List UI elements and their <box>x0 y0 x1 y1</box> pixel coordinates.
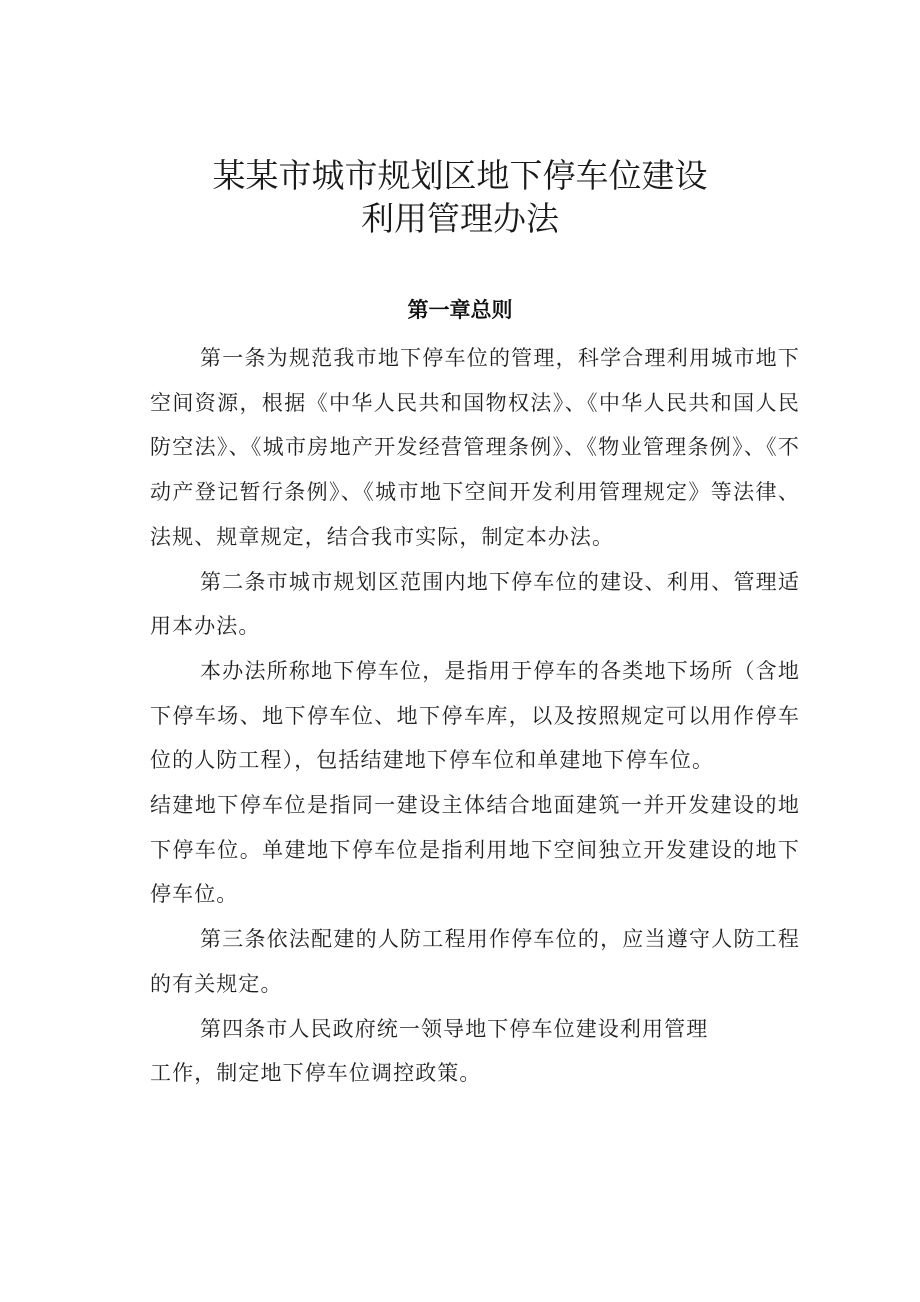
article-4-paragraph-continued: 工作，制定地下停车位调控政策。 <box>150 1061 482 1086</box>
chapter-heading: 第一章总则 <box>407 298 513 322</box>
document-title-line-1: 某某市城市规划区地下停车位建设 <box>212 156 708 195</box>
definition-paragraph: 本办法所称地下停车位，是指用于停车的各类地下场所（含地下停车场、地下停车位、地下停车库，以及按照规定可以用作停车位的人防工程），包括结建地下停车位和单建地下停车位。 <box>150 658 800 773</box>
article-2-paragraph: 第二条市城市规划区范围内地下停车位的建设、利用、管理适用本办法。 <box>150 569 800 639</box>
article-3-paragraph: 第三条依法配建的人防工程用作停车位的，应当遵守人防工程的有关规定。 <box>150 927 800 996</box>
document-body <box>150 336 800 1096</box>
document-title-line-2: 利用管理办法 <box>361 199 559 238</box>
definition-continued-paragraph: 结建地下停车位是指同一建设主体结合地面建筑一并开发建设的地下停车位。单建地下停车位是指利用地下空间独立开发建设的地下停车位。 <box>150 793 800 907</box>
article-4-paragraph: 第四条市人民政府统一领导地下停车位建设利用管理 <box>200 1016 709 1041</box>
article-1-paragraph: 第一条为规范我市地下停车位的管理，科学合理利用城市地下空间资源，根据《中华人民共和国物权法》、《中华人民共和国人民防空法》、《城市房地产开发经营管理条例》、《物业管理条例》、《不动产登记暂行条例》、《城市地下空间开发利用管理规定》等法律、法规、规章规定，结合我市实际，制定本办法。 <box>150 346 800 549</box>
